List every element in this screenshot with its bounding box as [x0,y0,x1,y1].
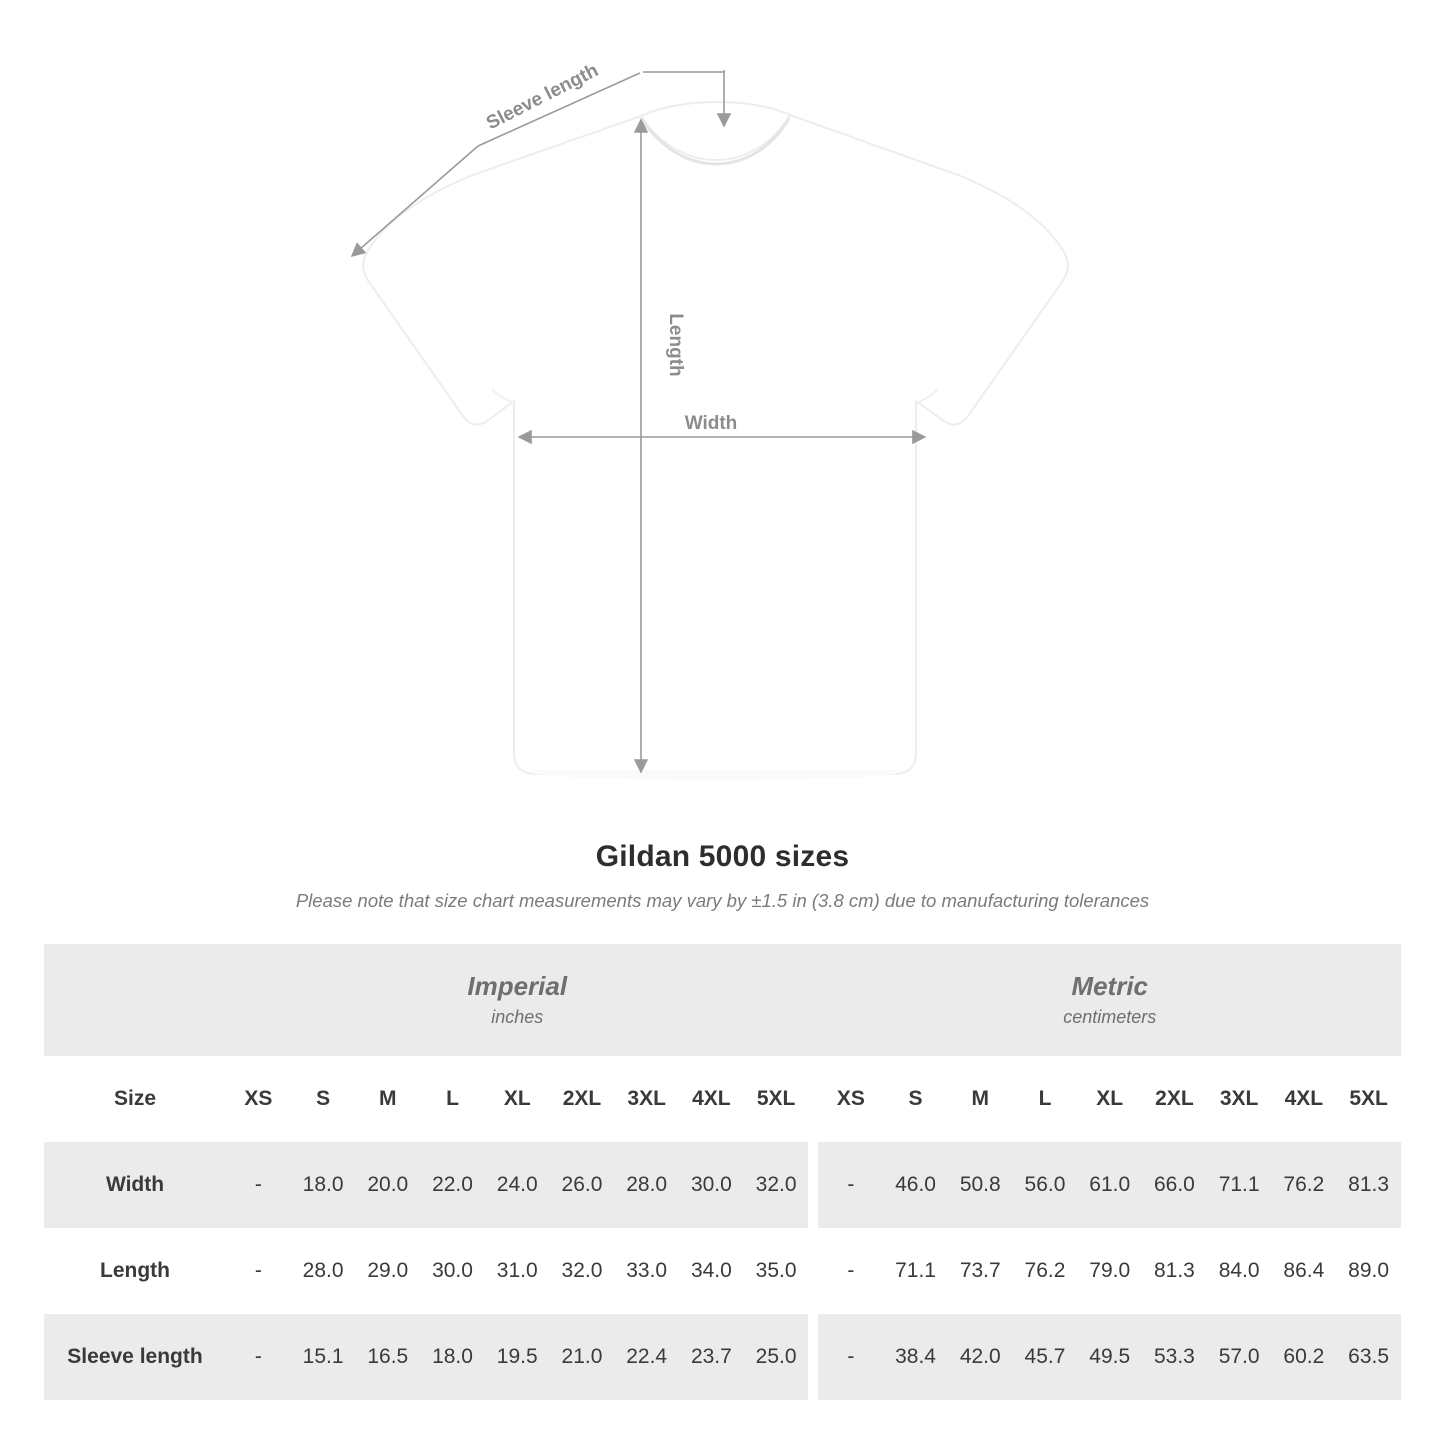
width-met-2xl: 66.0 [1142,1142,1207,1228]
size-header-met-s: S [883,1056,948,1142]
unit-header-row [44,944,1401,1056]
length-imp-xl: 31.0 [485,1228,550,1314]
length-met-m: 73.7 [948,1228,1013,1314]
size-header-imp-l: L [420,1056,485,1142]
width-imp-l: 22.0 [420,1142,485,1228]
length-met-3xl: 84.0 [1207,1228,1272,1314]
width-met-l: 56.0 [1013,1142,1078,1228]
length-imp-xs: - [226,1228,291,1314]
size-header-met-3xl: 3XL [1207,1056,1272,1142]
unit-imperial [226,944,808,1056]
length-met-5xl: 89.0 [1336,1228,1401,1314]
length-met-4xl: 86.4 [1272,1228,1337,1314]
length-met-xs: - [818,1228,883,1314]
width-met-s: 46.0 [883,1142,948,1228]
size-header-imp-xs: XS [226,1056,291,1142]
sleeve-length-label: Sleeve length [483,59,602,135]
length-imp-4xl: 34.0 [679,1228,744,1314]
width-imp-xs: - [226,1142,291,1228]
size-table-wrapper [0,944,1445,1400]
size-header-imp-xl: XL [485,1056,550,1142]
row-label-sleeve-length: Sleeve length [44,1314,226,1400]
length-met-2xl: 81.3 [1142,1228,1207,1314]
width-imp-s: 18.0 [291,1142,356,1228]
size-header-met-4xl: 4XL [1272,1056,1337,1142]
width-imp-5xl: 32.0 [744,1142,809,1228]
length-label: Length [665,313,686,377]
size-header-imp-4xl: 4XL [679,1056,744,1142]
sleeve-gap [808,1314,818,1400]
width-label: Width [684,413,738,434]
unit-spacer-left [44,944,226,1056]
table-row [44,1142,1401,1228]
sleeve-imp-3xl: 22.4 [614,1314,679,1400]
unit-imperial-name: Imperial [467,970,568,1001]
size-header-met-xs: XS [818,1056,883,1142]
unit-gap [808,944,818,1056]
size-header-met-m: M [948,1056,1013,1142]
width-met-m: 50.8 [948,1142,1013,1228]
sleeve-met-xl: 49.5 [1077,1314,1142,1400]
size-header-imp-m: M [355,1056,420,1142]
width-gap [808,1142,818,1228]
page-title: Gildan 5000 sizes [595,840,850,873]
size-header-imp-3xl: 3XL [614,1056,679,1142]
length-imp-l: 30.0 [420,1228,485,1314]
length-imp-2xl: 32.0 [550,1228,615,1314]
length-met-l: 76.2 [1013,1228,1078,1314]
sleeve-met-4xl: 60.2 [1272,1314,1337,1400]
size-header-imp-5xl: 5XL [744,1056,809,1142]
sleeve-imp-5xl: 25.0 [744,1314,809,1400]
size-table [44,944,1401,1400]
tolerance-note: Please note that size chart measurements may vary by ±1.5 in (3.8 cm) due to manufacturing tolerances [295,890,1150,911]
sleeve-met-3xl: 57.0 [1207,1314,1272,1400]
sleeve-met-l: 45.7 [1013,1314,1078,1400]
length-imp-s: 28.0 [291,1228,356,1314]
length-met-xl: 79.0 [1077,1228,1142,1314]
size-header-imp-s: S [291,1056,356,1142]
unit-imperial-sub: inches [491,1007,544,1028]
width-met-xl: 61.0 [1077,1142,1142,1228]
size-header-label: Size [44,1056,226,1142]
size-header-gap [808,1056,818,1142]
tshirt-shape [363,102,1068,780]
sleeve-met-s: 38.4 [883,1314,948,1400]
sleeve-met-m: 42.0 [948,1314,1013,1400]
sleeve-imp-xs: - [226,1314,291,1400]
length-met-s: 71.1 [883,1228,948,1314]
width-imp-m: 20.0 [355,1142,420,1228]
row-label-width: Width [44,1142,226,1228]
width-met-5xl: 81.3 [1336,1142,1401,1228]
size-header-row [44,1056,1401,1142]
width-imp-xl: 24.0 [485,1142,550,1228]
sleeve-imp-xl: 19.5 [485,1314,550,1400]
sleeve-imp-2xl: 21.0 [550,1314,615,1400]
sleeve-met-xs: - [818,1314,883,1400]
length-gap [808,1228,818,1314]
length-imp-5xl: 35.0 [744,1228,809,1314]
unit-metric [818,944,1401,1056]
width-imp-2xl: 26.0 [550,1142,615,1228]
size-header-met-xl: XL [1077,1056,1142,1142]
width-met-4xl: 76.2 [1272,1142,1337,1228]
sleeve-met-2xl: 53.3 [1142,1314,1207,1400]
table-row [44,1228,1401,1314]
sleeve-imp-4xl: 23.7 [679,1314,744,1400]
size-header-met-5xl: 5XL [1336,1056,1401,1142]
width-imp-3xl: 28.0 [614,1142,679,1228]
size-header-imp-2xl: 2XL [550,1056,615,1142]
table-row [44,1314,1401,1400]
width-imp-4xl: 30.0 [679,1142,744,1228]
length-imp-3xl: 33.0 [614,1228,679,1314]
sleeve-imp-m: 16.5 [355,1314,420,1400]
unit-metric-sub: centimeters [1063,1007,1157,1028]
title-block [0,840,1445,912]
row-label-length: Length [44,1228,226,1314]
size-header-met-2xl: 2XL [1142,1056,1207,1142]
sleeve-imp-s: 15.1 [291,1314,356,1400]
unit-metric-name: Metric [1071,970,1149,1001]
width-met-xs: - [818,1142,883,1228]
width-met-3xl: 71.1 [1207,1142,1272,1228]
length-imp-m: 29.0 [355,1228,420,1314]
size-header-met-l: L [1013,1056,1078,1142]
sleeve-imp-l: 18.0 [420,1314,485,1400]
sleeve-met-5xl: 63.5 [1336,1314,1401,1400]
